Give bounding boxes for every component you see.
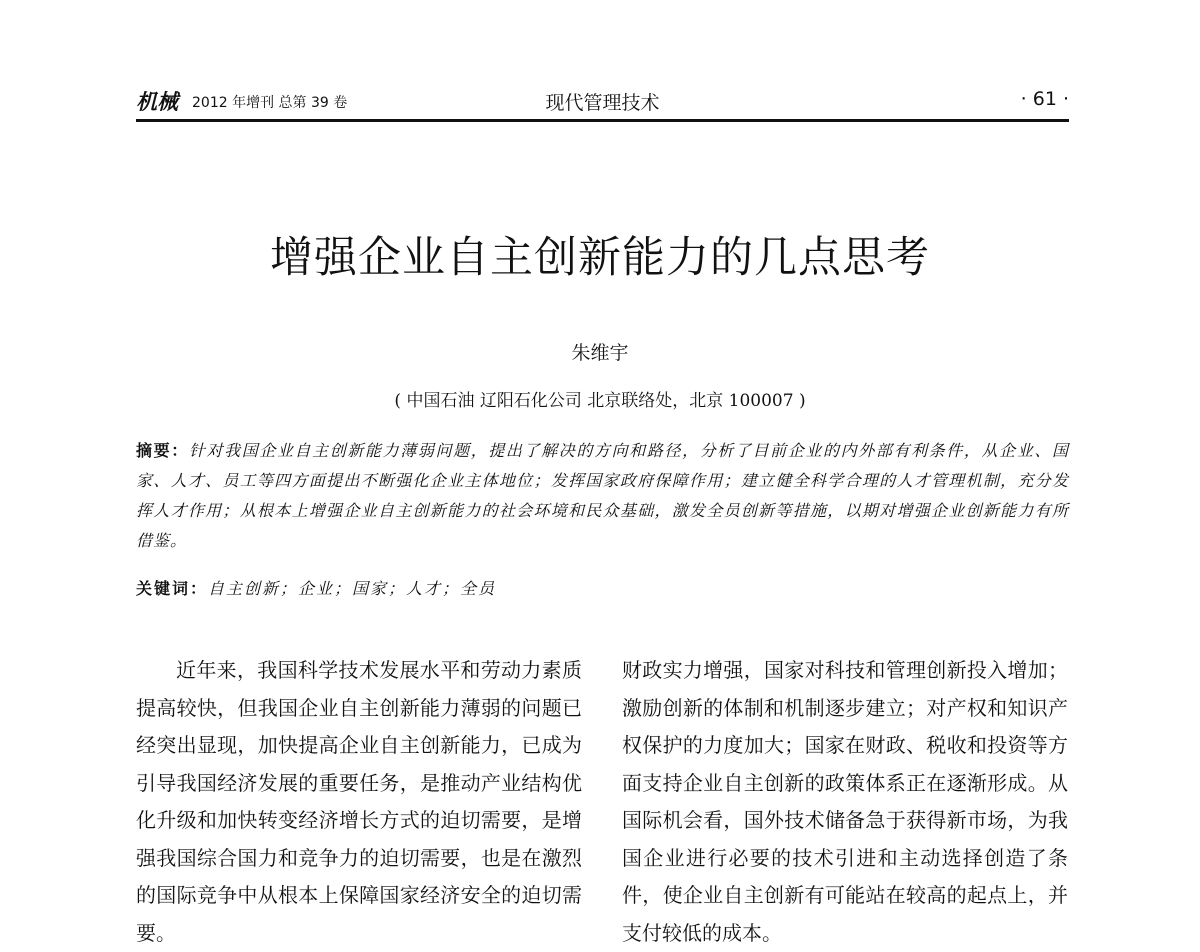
keywords-label: 关键词： — [136, 579, 209, 598]
keywords-text: 自主创新；企业；国家；人才；全员 — [208, 579, 497, 598]
author-affiliation: ( 中国石油 辽阳石化公司 北京联络处，北京 100007 ) — [394, 391, 806, 411]
author-name: 朱维宇 — [571, 342, 629, 364]
body-column-right — [622, 652, 1068, 952]
keywords — [136, 574, 1069, 604]
body-paragraph-left: 近年来，我国科学技术发展水平和劳动力素质提高较快，但我国企业自主创新能力薄弱的问题已经突出显现，加快提高企业自主创新能力，已成为引导我国经济发展的重要任务，是推动产业结构优化升级和加快转变经济增长方式的迫切需要，是增强我国综合国力和竞争力的迫切需要，也是在激烈的国际竞争中从根本上保障国家经济安全的迫切需要。 — [136, 658, 582, 945]
page-number: · 61 · — [1020, 88, 1069, 110]
abstract-label: 摘要： — [136, 441, 189, 460]
journal-issue: 2012 年增刊 总第 39 卷 — [192, 95, 348, 111]
abstract-text: 针对我国企业自主创新能力薄弱问题，提出了解决的方向和路径，分析了目前企业的内外部有利条件，从企业、国家、人才、员工等四方面提出不断强化企业主体地位；发挥国家政府保障作用；建立健全科学合理的人才管理机制，充分发挥人才作用；从根本上增强企业自主创新能力的社会环境和民众基础，激发全员创新等措施，以期对增强企业创新能力有所借鉴。 — [136, 441, 1069, 550]
body-column-left — [136, 652, 582, 952]
paper-title: 增强企业自主创新能力的几点思考 — [270, 233, 930, 283]
section-name: 现代管理技术 — [545, 92, 660, 114]
running-header — [136, 84, 1069, 120]
header-rule — [136, 119, 1069, 122]
journal-name: 机械 — [136, 89, 178, 114]
body-paragraph-right: 财政实力增强，国家对科技和管理创新投入增加；激励创新的体制和机制逐步建立；对产权和知识产权保护的力度加大；国家在财政、税收和投资等方面支持企业自主创新的政策体系正在逐渐形成。从国际机会看，国外技术储备急于获得新市场，为我国企业进行必要的技术引进和主动选择创造了条件，使企业自主创新有可能站在较高的起点上，并支付较低的成本。 — [622, 658, 1068, 945]
abstract — [136, 436, 1069, 556]
